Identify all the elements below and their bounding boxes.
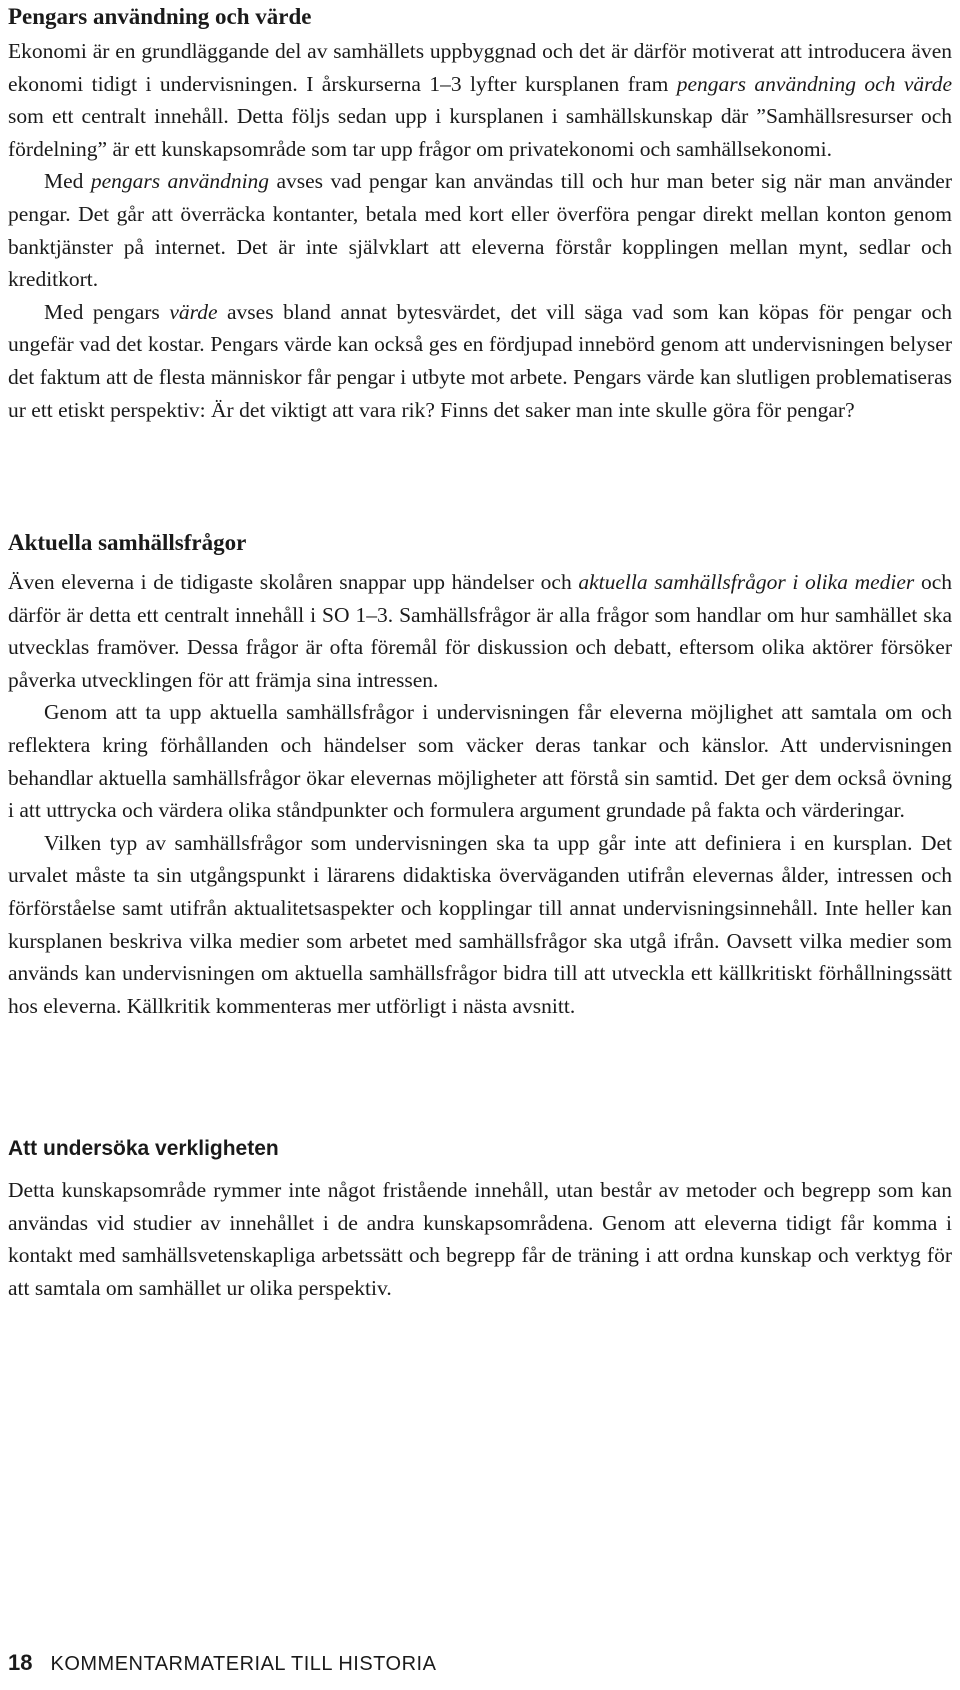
paragraph: Även eleverna i de tidigaste skolåren snappar upp händelser och aktuella samhällsfrågor i olika medier och därför är detta ett centralt innehåll i SO 1–3. Samhällsfrågor är alla frågor som handlar om hur samhället ska utvecklas framöver. Dessa frågor är ofta föremål för diskussion och debatt, eftersom olika aktörer försöker påverka utvecklingen för att främja sina intressen. <box>8 570 952 692</box>
section-heading: Pengars användning och värde <box>8 4 312 29</box>
section-verkligheten <box>8 1134 952 1304</box>
section-pengars <box>8 2 952 426</box>
section-heading: Att undersöka verkligheten <box>8 1137 279 1160</box>
section-samhallsfragor <box>8 528 952 1022</box>
page-footer <box>8 1650 436 1677</box>
italic-term: pengars användning och värde <box>676 71 952 96</box>
page-number: 18 <box>8 1650 33 1675</box>
paragraph: Ekonomi är en grundläggande del av samhällets uppbyggnad och det är därför motiverat att introducera även ekonomi tidigt i undervisningen. I årskurserna 1–3 lyfter kursplanen fram pengars användning och värde som ett centralt innehåll. Detta följs sedan upp i kursplanen i samhällskunskap där ”Samhällsresurser och fördelning” är ett kunskapsområde som tar upp frågor om privatekonomi och samhällsekonomi. <box>8 39 952 161</box>
paragraph: Med pengars värde avses bland annat bytesvärdet, det vill säga vad som kan köpas för pengar och ungefär vad det kostar. Pengars värde kan också ges en fördjupad innebörd genom att undervisningen belyser det faktum att de flesta människor får pengar i utbyte mot arbete. Pengars värde kan slutligen problematiseras ur ett etiskt perspektiv: Är det viktigt att vara rik? Finns det saker man inte skulle göra för pengar? <box>8 299 953 422</box>
paragraph: Genom att ta upp aktuella samhällsfrågor i undervisningen får eleverna möjlighet att samtala om och reflektera kring förhållanden och händelser som väcker deras tankar och känslor. Att undervisningen behandlar aktuella samhällsfrågor ökar elevernas möjligheter att förstå sin samtid. Det ger dem också övning i att uttrycka och värdera olika ståndpunkter och formulera argument grundade på fakta och värderingar. <box>8 700 952 823</box>
footer-title: KOMMENTARMATERIAL TILL HISTORIA <box>50 1653 437 1675</box>
italic-term: aktuella samhällsfrågor i olika medier <box>578 570 915 594</box>
section-heading: Aktuella samhällsfrågor <box>8 530 247 555</box>
paragraph: Vilken typ av samhällsfrågor som undervisningen ska ta upp går inte att definiera i en kursplan. Det urvalet måste ta sin utgångspunkt i lärarens didaktiska överväganden utifrån elevernas ålder, intressen och förförståelse samt utifrån aktualitetsaspekter och kopplingar till annat undervisningsinnehåll. Inte heller kan kursplanen beskriva vilka medier som arbetet med samhällsfrågor ska utgå ifrån. Oavsett vilka medier som används kan undervisningen om aktuella samhällsfrågor bidra till att utveckla ett källkritiskt förhållningssätt hos eleverna. Källkritik kommenteras mer utförligt i nästa avsnitt. <box>8 830 952 1018</box>
paragraph: Detta kunskapsområde rymmer inte något fristående innehåll, utan består av metoder och begrepp som kan användas vid studier av innehållet i de andra kunskapsområdena. Genom att eleverna tidigt får komma i kontakt med samhällsvetenskapliga arbetssätt och begrepp får de träning i att ordna kunskap och verktyg för att samtala om samhället ur olika perspektiv. <box>8 1178 952 1300</box>
paragraph: Med pengars användning avses vad pengar kan användas till och hur man beter sig när man använder pengar. Det går att överräcka kontanter, betala med kort eller överföra pengar direkt mellan konton genom banktjänster på internet. Det är inte självklart att eleverna förstår kopplingen mellan mynt, sedlar och kreditkort. <box>8 169 952 292</box>
italic-term: pengars användning <box>90 169 270 194</box>
italic-term: värde <box>169 299 218 324</box>
